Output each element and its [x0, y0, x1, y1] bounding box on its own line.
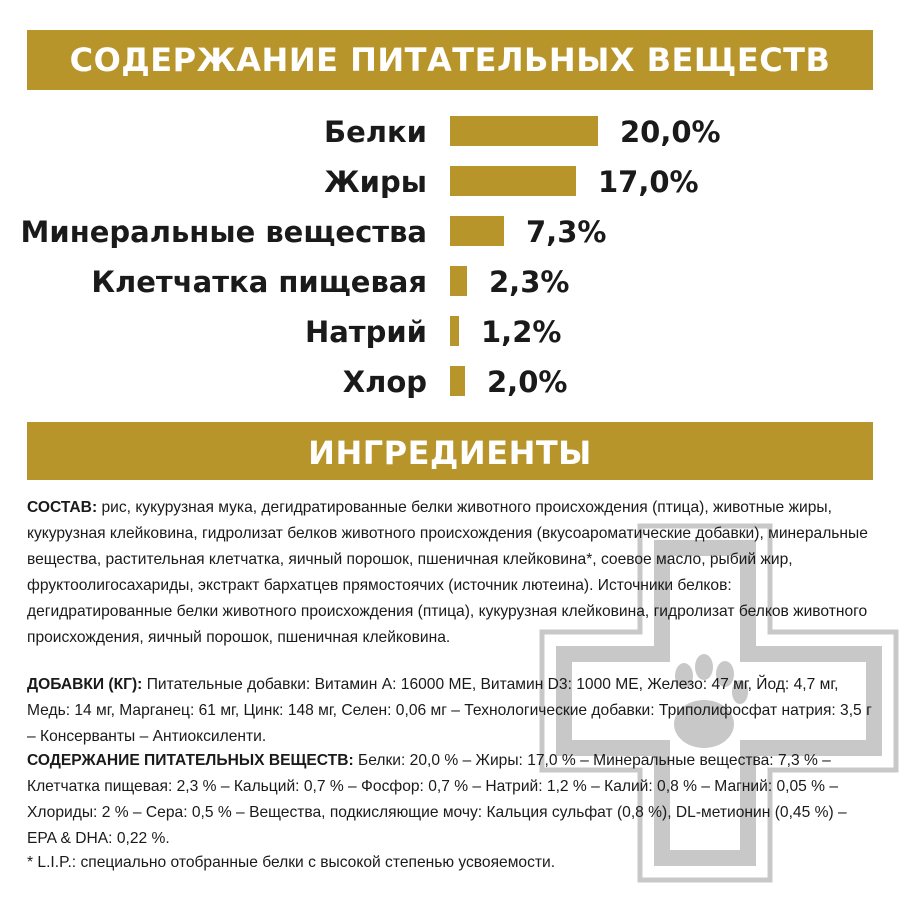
additives-label: ДОБАВКИ (КГ):	[27, 676, 143, 693]
nutrient-label: Натрий	[304, 315, 427, 349]
nutrient-row	[0, 312, 900, 352]
nutrient-value: 2,0%	[487, 365, 568, 399]
ingredients-header: ИНГРЕДИЕНТЫ	[27, 422, 873, 480]
nutrient-value: 2,3%	[489, 265, 570, 299]
nutrient-bar	[450, 216, 504, 246]
nutrient-content-paragraph	[27, 748, 877, 852]
nutrient-row	[0, 112, 900, 152]
nutrient-row	[0, 362, 900, 402]
nutrient-bar	[450, 266, 467, 296]
nutrient-bar	[450, 366, 465, 396]
nutrient-label: Клетчатка пищевая	[91, 265, 427, 299]
footnote: * L.I.P.: специально отобранные белки с высокой степенью усвояемости.	[27, 854, 556, 871]
nutrient-label: Жиры	[324, 165, 427, 199]
composition-label: СОСТАВ:	[27, 499, 98, 516]
nutrient-content-text: Белки: 20,0 % – Жиры: 17,0 % – Минеральные вещества: 7,3 % – Клетчатка пищевая: 2,3 % – Кальций: 0,7 % – Фосфор: 0,7 % – Натрий: 1,2 % – Калий: 0,8 % – Магний: 0,05 % – Хлориды: 2 % – Сера: 0,5 % – Вещества, подкисляющие мочу: Кальция сульфат (0,8 %), DL-метионин (0,45 %) – EPA & DHA: 0,22 %.	[27, 752, 847, 847]
nutrient-row	[0, 212, 900, 252]
additives-paragraph	[27, 672, 877, 750]
nutrient-row	[0, 162, 900, 202]
nutrient-value: 17,0%	[598, 165, 699, 199]
nutrient-bar-chart	[0, 0, 900, 420]
nutrient-value: 1,2%	[481, 315, 562, 349]
nutrient-label: Хлор	[342, 365, 427, 399]
nutrient-bar	[450, 116, 598, 146]
composition-paragraph	[27, 495, 877, 651]
composition-text: рис, кукурузная мука, дегидратированные белки животного происхождения (птица), животные жиры, кукурузная клейковина, гидролизат белков животного происхождения (вкусоароматические добавки), минеральные вещества, растительная клетчатка, яичный порошок, пшеничная клейковина*, соевое масло, рыбий жир, фруктоолигосахариды, экстракт бархатцев прямостоячих (источник лютеина). Источники белков: дегидратированные белки животного происхождения (птица), кукурузная клейковина, гидролизат белков животного происхождения, яичный порошок, пшеничная клейковина.	[27, 499, 868, 646]
nutrient-bar	[450, 166, 576, 196]
nutrient-bar	[450, 316, 459, 346]
nutrition-header: СОДЕРЖАНИЕ ПИТАТЕЛЬНЫХ ВЕЩЕСТВ	[27, 30, 873, 90]
nutrient-value: 20,0%	[620, 115, 721, 149]
nutrient-label: Белки	[323, 115, 427, 149]
nutrient-content-label: СОДЕРЖАНИЕ ПИТАТЕЛЬНЫХ ВЕЩЕСТВ:	[27, 752, 354, 769]
nutrient-label: Минеральные вещества	[20, 215, 427, 249]
nutrient-row	[0, 262, 900, 302]
nutrient-value: 7,3%	[526, 215, 607, 249]
additives-text: Питательные добавки: Витамин А: 16000 МЕ, Витамин D3: 1000 МЕ, Железо: 47 мг, Йод: 4,7 мг, Медь: 14 мг, Марганец: 61 мг, Цинк: 148 мг, Селен: 0,06 мг – Технологические добавки: Триполифосфат натрия: 3,5 г – Консерванты – Антиоксиленти.	[27, 676, 872, 745]
